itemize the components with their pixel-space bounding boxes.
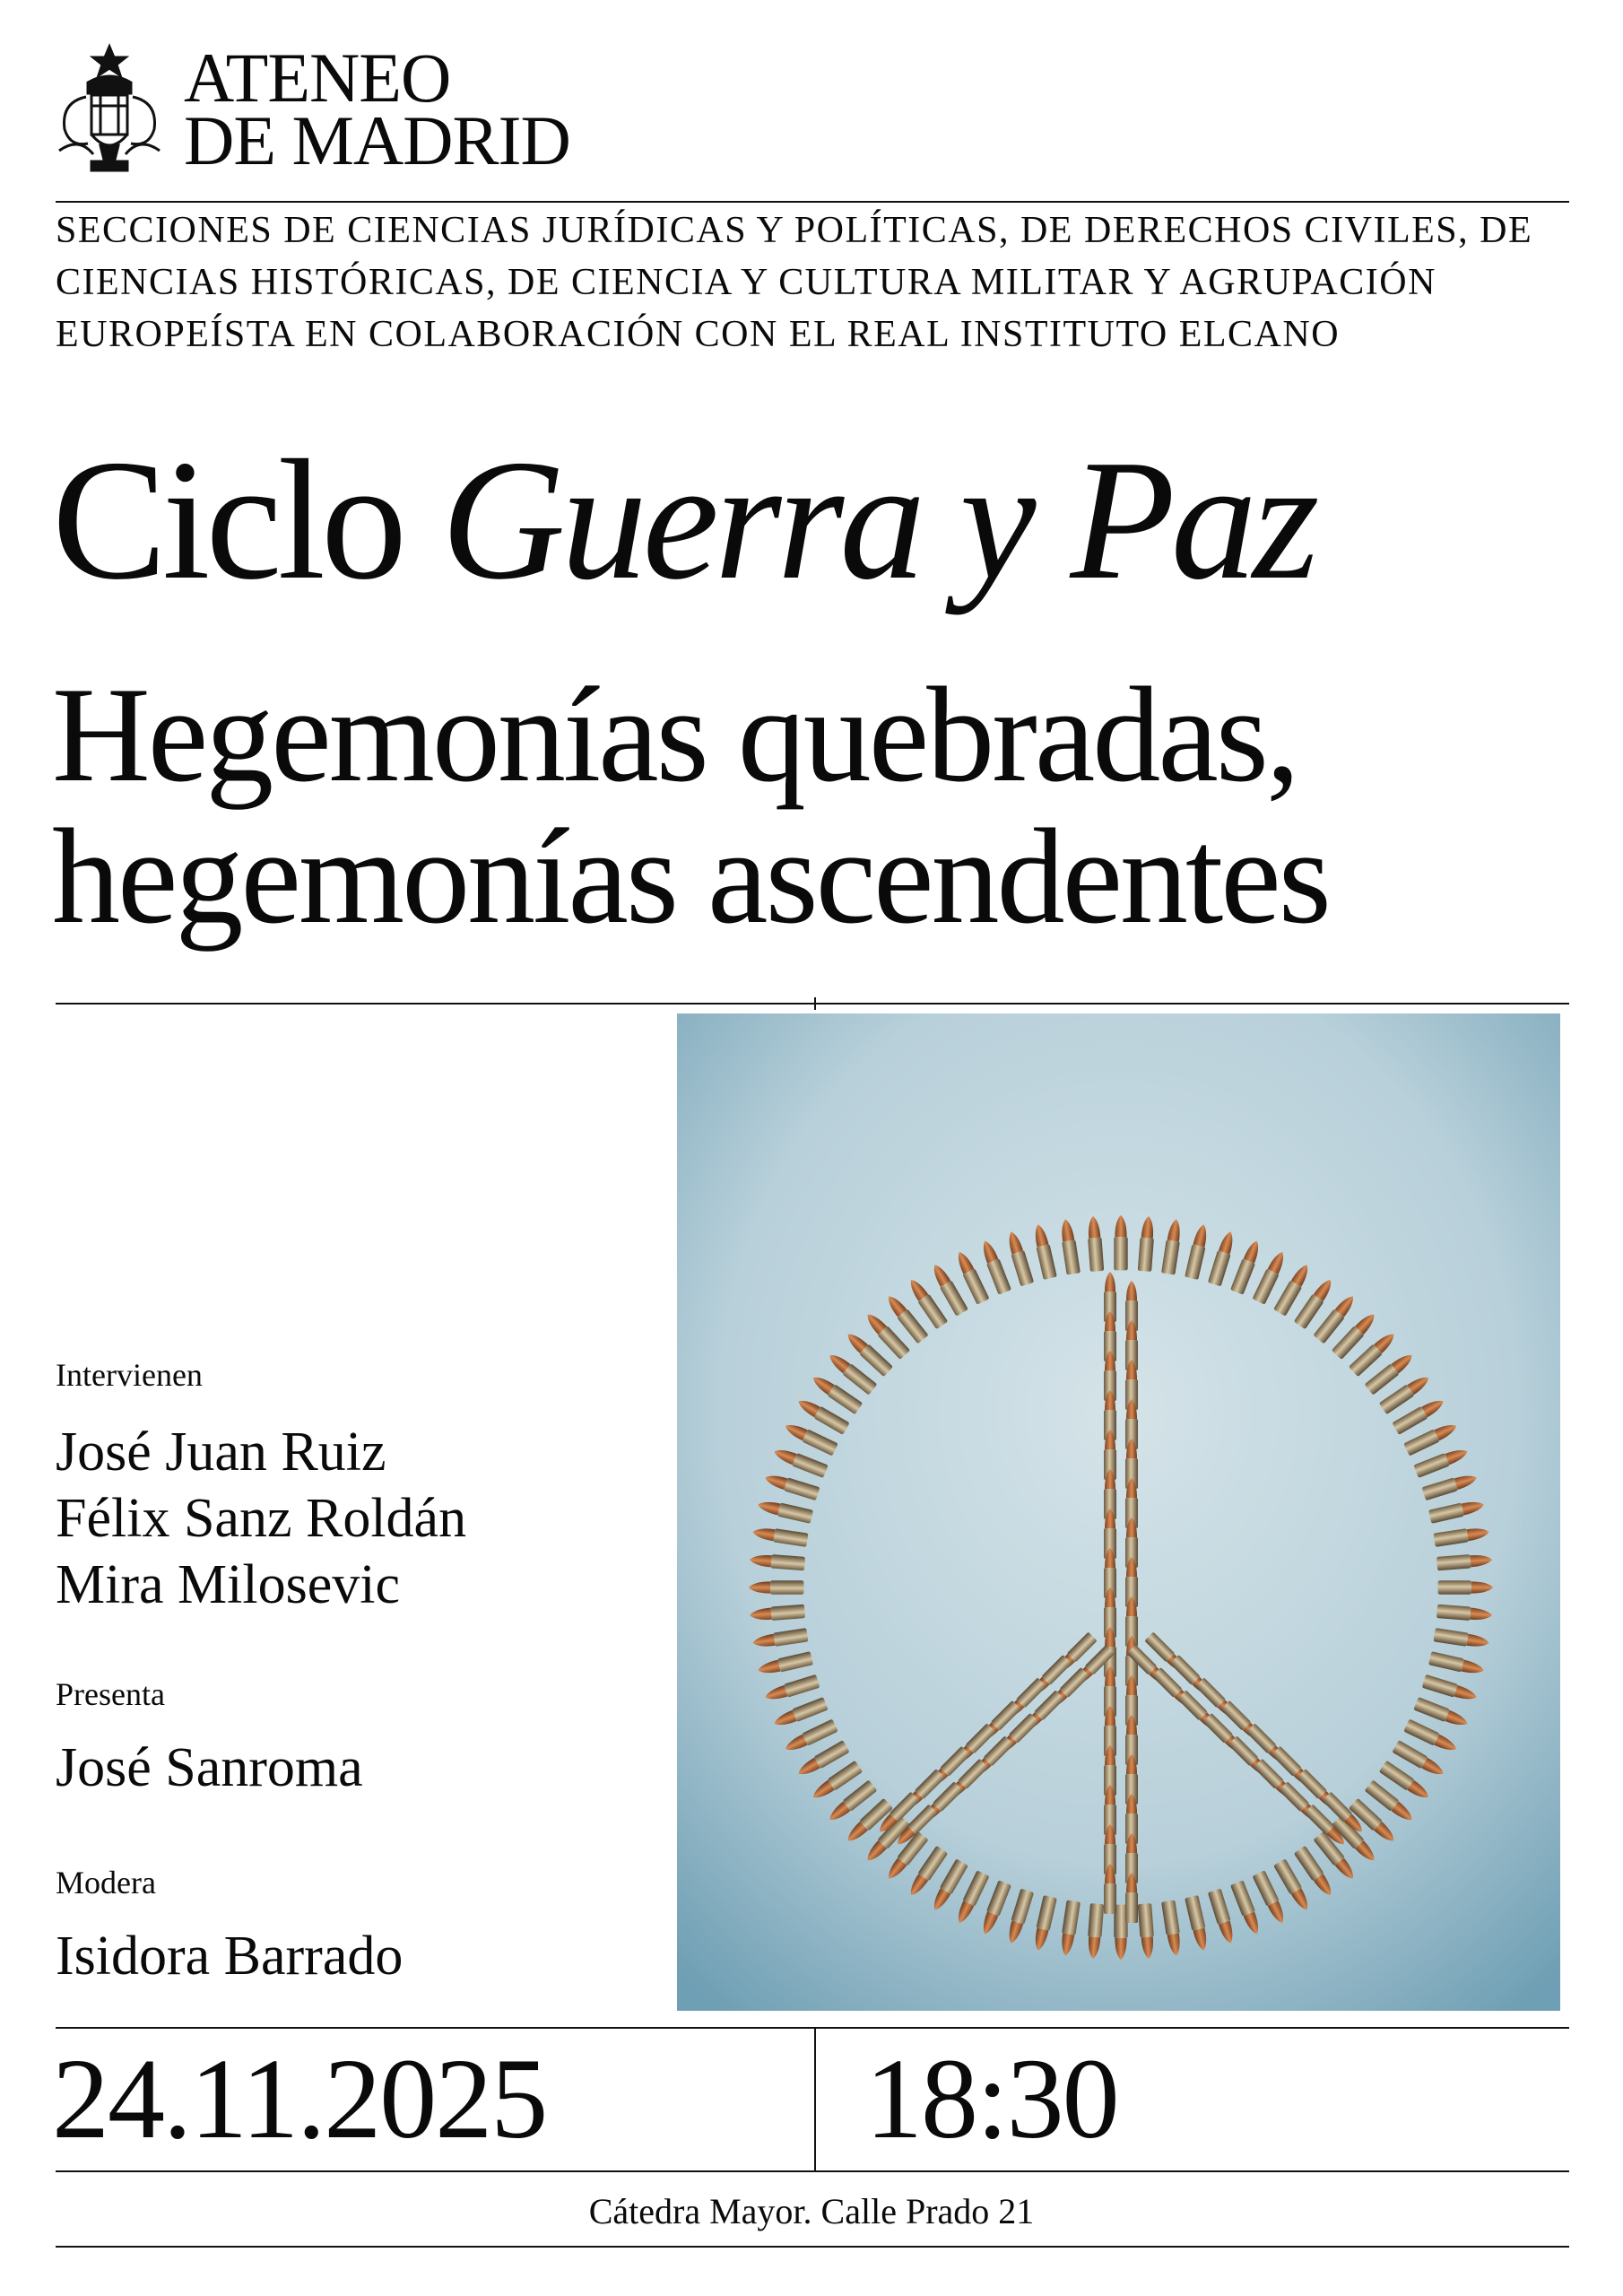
speakers-label: Intervienen (56, 1357, 203, 1393)
event-venue: Cátedra Mayor. Calle Prado 21 (588, 2191, 1035, 2231)
institution-name-line1: ATENEO (184, 39, 451, 117)
cycle-title (52, 424, 1315, 615)
institution-name (184, 39, 570, 179)
speaker-name: Mira Milosevic (56, 1554, 400, 1615)
date-bottom-divider (56, 2170, 1569, 2172)
peace-symbol-bullets-image (677, 1013, 1560, 2011)
speaker-name: Félix Sanz Roldán (56, 1488, 467, 1549)
moderator-name: Isidora Barrado (56, 1926, 404, 1987)
top-divider (56, 201, 1569, 203)
institution-name-line2: DE MADRID (184, 101, 570, 179)
bottom-divider (56, 2246, 1569, 2248)
date-top-divider (56, 2027, 1569, 2029)
cycle-title-prefix: Ciclo (52, 424, 403, 615)
cycle-title-italic: Guerra y Paz (440, 424, 1315, 615)
event-date: 24.11.2025 (52, 2035, 547, 2162)
presenter-name: José Sanroma (56, 1737, 363, 1798)
organizing-sections: SECCIONES DE CIENCIAS JURÍDICAS Y POLÍTICAS, DE DERECHOS CIVILES, DE CIENCIAS HISTÓRICAS, DE CIENCIA Y CULTURA MILITAR Y AGRUPACIÓN EUROPEÍSTA EN COLABORACIÓN CON EL REAL INSTITUTO ELCANO (56, 210, 1533, 355)
event-subtitle-line1: Hegemonías quebradas, (52, 659, 1298, 810)
middle-divider-tick (814, 997, 816, 1010)
moderator-label: Modera (56, 1865, 156, 1900)
speakers-list (56, 1419, 466, 1618)
event-subtitle (52, 659, 1329, 952)
ateneo-crest-logo (52, 43, 167, 178)
event-time: 18:30 (865, 2035, 1118, 2162)
event-subtitle-line2: hegemonías ascendentes (52, 801, 1329, 952)
middle-divider (56, 1003, 1569, 1004)
date-time-separator (814, 2027, 816, 2170)
speaker-name: José Juan Ruiz (56, 1422, 386, 1483)
presenter-label: Presenta (56, 1676, 165, 1712)
